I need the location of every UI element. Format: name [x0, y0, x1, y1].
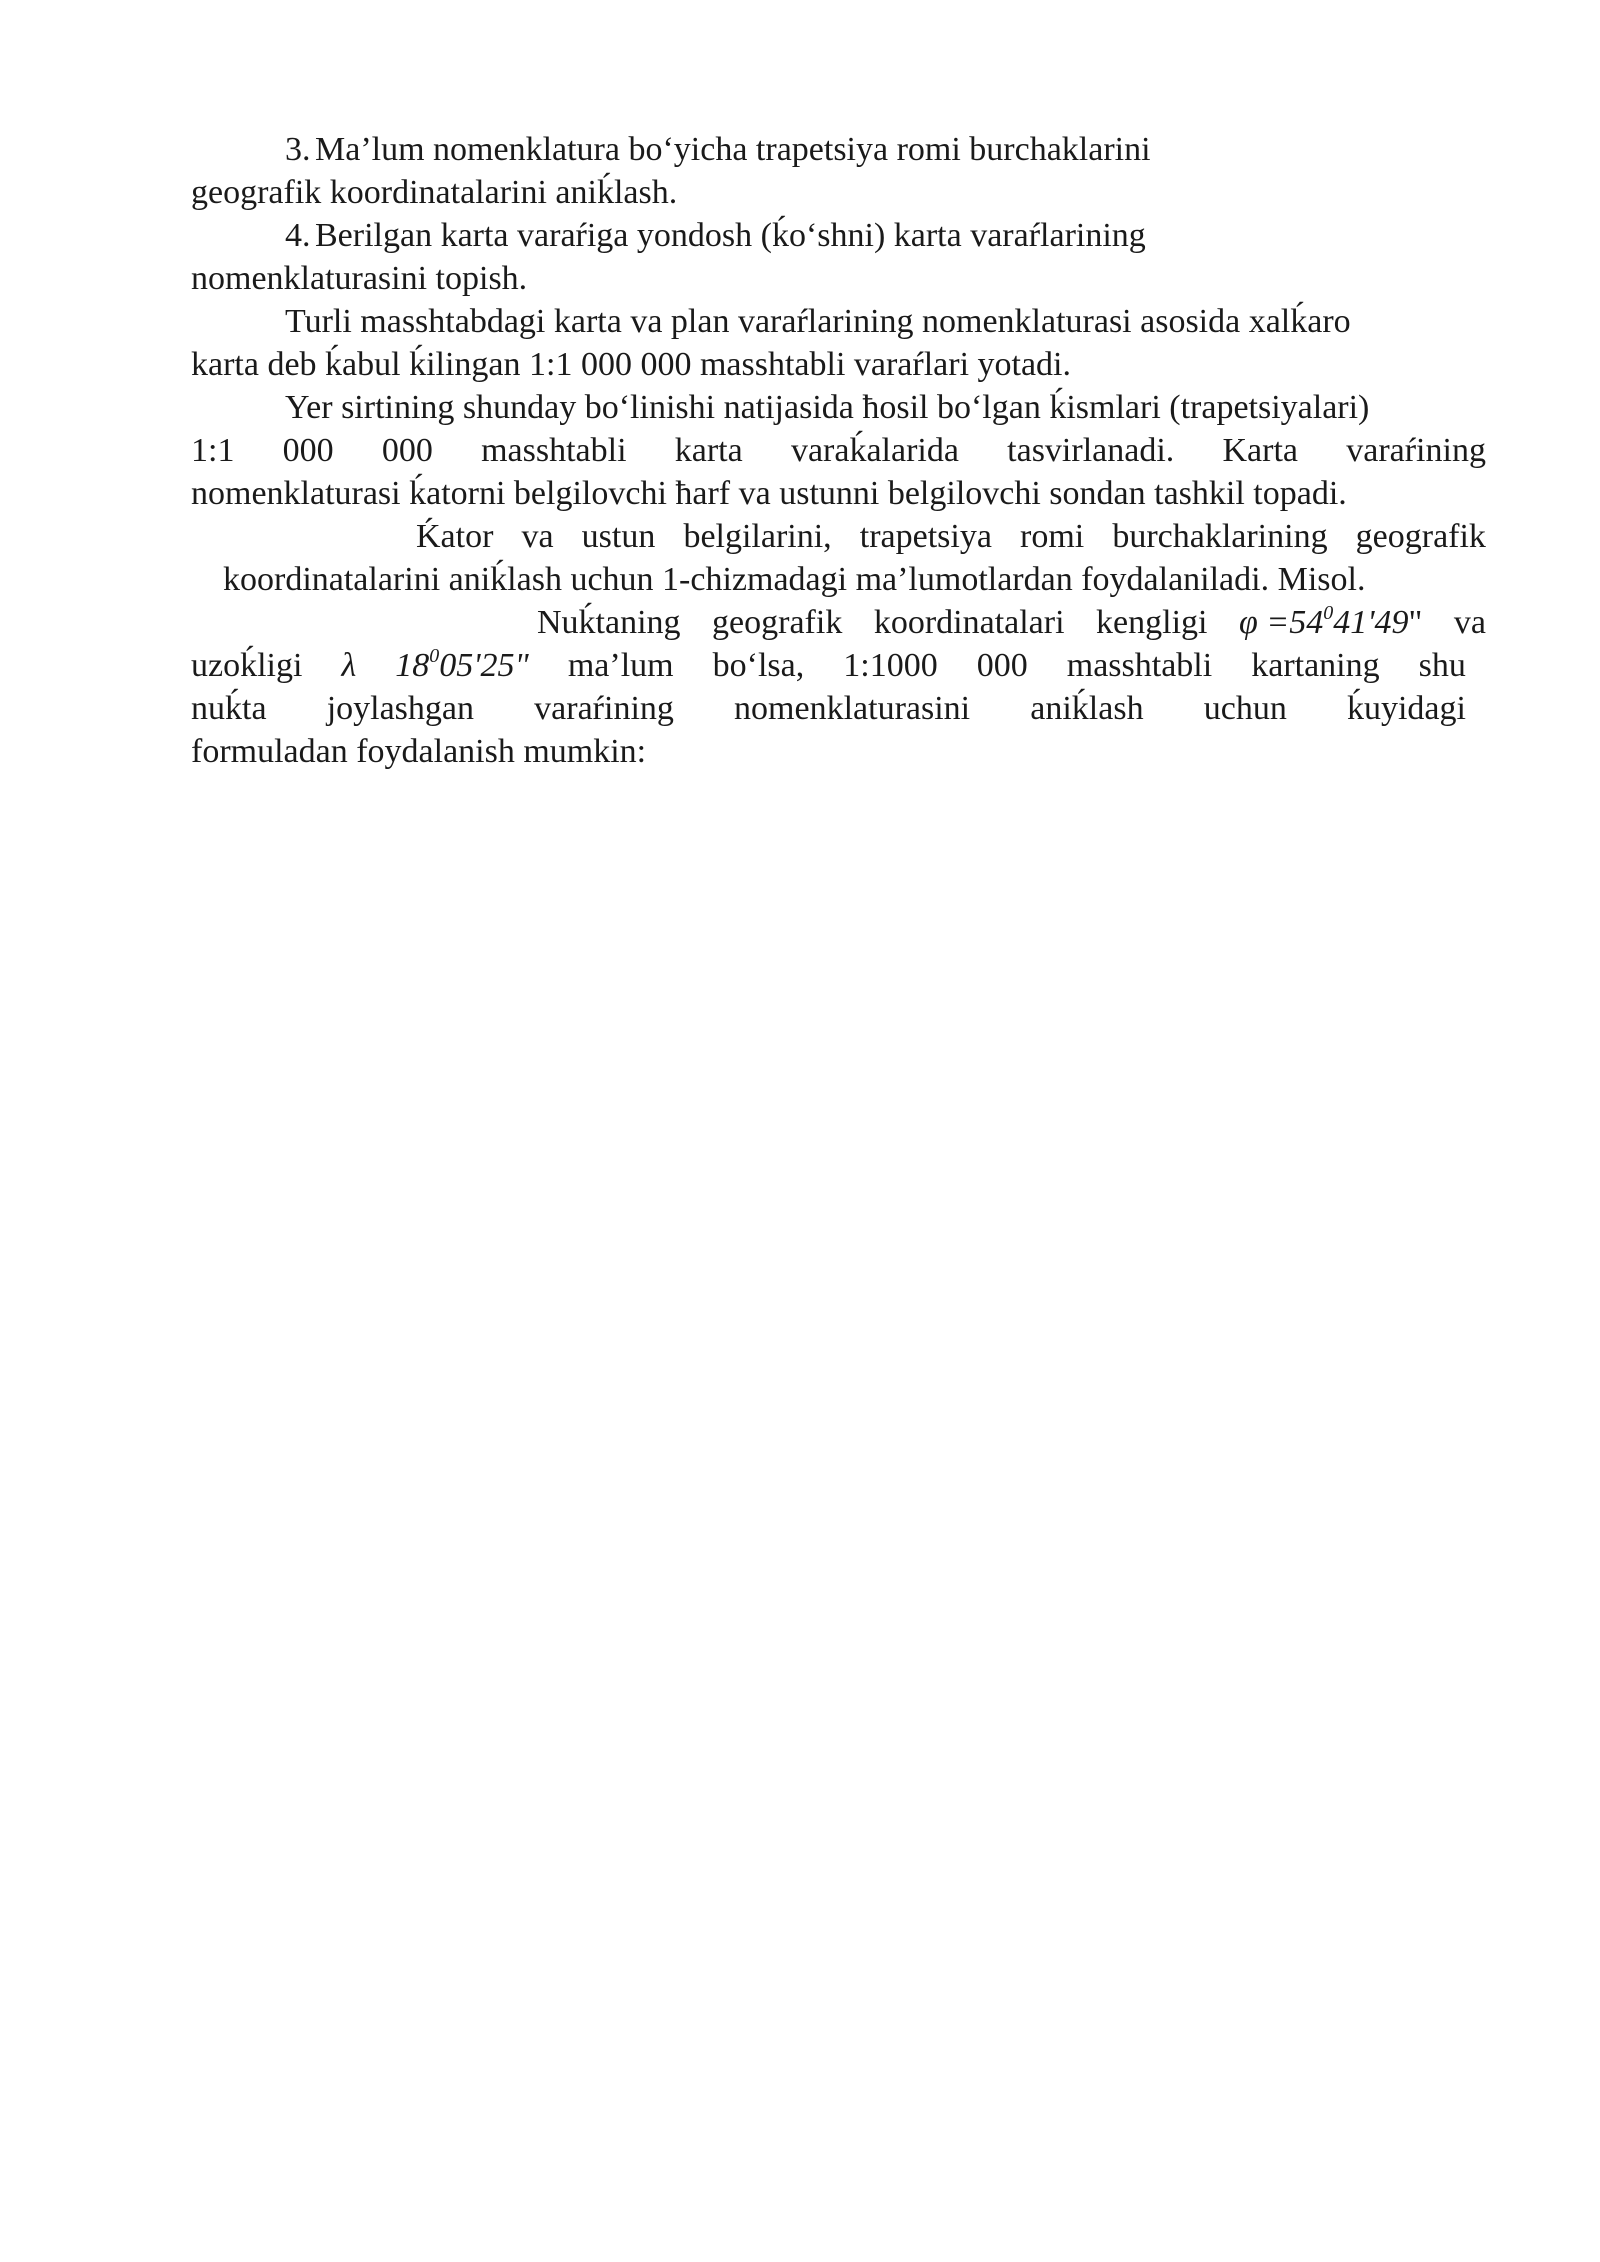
word: 000	[282, 432, 334, 469]
word: Karta	[1222, 432, 1299, 469]
list-text: Berilgan karta varaŕiga yondosh (ḱoʻshni) karta varaŕlarining	[315, 217, 1146, 254]
longitude-value	[395, 644, 529, 687]
paragraph-4-line-3	[191, 687, 1486, 730]
word: joylashgan	[326, 690, 475, 727]
paragraph-2-line-1: Yer sirtining shunday boʻlinishi natijasida ħosil boʻlgan ḱismlari (trapetsiyalari)	[285, 389, 1370, 426]
word: ustun	[581, 518, 656, 555]
word: masshtabli	[481, 432, 627, 469]
lambda-rest: 05'25"	[439, 647, 529, 684]
paragraph-4-line-4: formuladan foydalanish mumkin:	[191, 733, 647, 770]
word: 1:1	[191, 432, 235, 469]
list-item-3-continuation: geografik koordinatalarini aniḱlash.	[191, 174, 678, 211]
word: romi	[1020, 518, 1085, 555]
word: kengligi	[1096, 604, 1208, 641]
list-number: 4.	[285, 217, 311, 254]
phi-tail: "	[1408, 604, 1423, 641]
word: ma’lum	[567, 647, 674, 684]
word: 1:1000	[843, 647, 938, 684]
word: Nuḱtaning	[537, 604, 681, 641]
word: 000	[976, 647, 1028, 684]
paragraph-3-line-1	[191, 515, 1486, 558]
word: karta	[674, 432, 743, 469]
paragraph-1-line-2: karta deb ḱabul ḱilingan 1:1 000 000 masshtabli varaŕlari yotadi.	[191, 346, 1071, 383]
phi-symbol: φ	[1238, 604, 1258, 641]
lambda-degrees: 18	[395, 647, 430, 684]
word: trapetsiya	[859, 518, 992, 555]
paragraph-1-line-1: Turli masshtabdagi karta va plan varaŕlarining nomenklaturasi asosida xalḱaro	[285, 303, 1351, 340]
word: nomenklaturasini	[734, 690, 971, 727]
word: ḱuyidagi	[1346, 690, 1466, 727]
word: varaŕining	[534, 690, 674, 727]
lambda-symbol: λ	[341, 647, 357, 684]
list-item-4-continuation: nomenklaturasini topish.	[191, 260, 528, 297]
word: belgilarini,	[683, 518, 832, 555]
lambda-degree-mark: 0	[429, 645, 440, 667]
word: uzoḱligi	[191, 647, 303, 684]
word: koordinatalari	[873, 604, 1065, 641]
phi-rest: 41'49	[1333, 604, 1409, 641]
paragraph-2-line-3: nomenklaturasi ḱatorni belgilovchi ħarf va ustunni belgilovchi sondan tashkil topadi.	[191, 475, 1347, 512]
word: masshtabli	[1066, 647, 1213, 684]
word: va	[1453, 604, 1486, 641]
document-page	[191, 128, 1486, 773]
list-number: 3.	[285, 131, 311, 168]
paragraph-4-line-2	[191, 644, 1486, 687]
word: aniḱlash	[1030, 690, 1144, 727]
word: shu	[1418, 647, 1466, 684]
word: geografik	[1355, 518, 1486, 555]
word: varaŕining	[1346, 432, 1486, 469]
latitude-value	[1239, 601, 1422, 644]
paragraph-4-line-1	[191, 601, 1486, 644]
word: varaḱalarida	[790, 432, 959, 469]
list-text: Ma’lum nomenklatura boʻyicha trapetsiya romi burchaklarini	[315, 131, 1151, 168]
word: uchun	[1203, 690, 1287, 727]
word: 000	[381, 432, 433, 469]
list-item-4	[191, 214, 1486, 257]
paragraph-2-line-2	[191, 429, 1486, 472]
word: geografik	[712, 604, 843, 641]
word: boʻlsa,	[712, 647, 805, 684]
word: nuḱta	[191, 690, 267, 727]
word: va	[521, 518, 554, 555]
word: tasvirlanadi.	[1007, 432, 1175, 469]
word: Ḱator	[416, 518, 494, 555]
list-item-3	[191, 128, 1486, 171]
paragraph-3-line-2: koordinatalarini aniḱlash uchun 1-chizmadagi ma’lumotlardan foydalaniladi. Misol.	[223, 561, 1366, 598]
word: burchaklarining	[1112, 518, 1328, 555]
word: kartaning	[1251, 647, 1380, 684]
phi-degree: 0	[1323, 602, 1334, 624]
phi-eq: =54	[1266, 604, 1324, 641]
